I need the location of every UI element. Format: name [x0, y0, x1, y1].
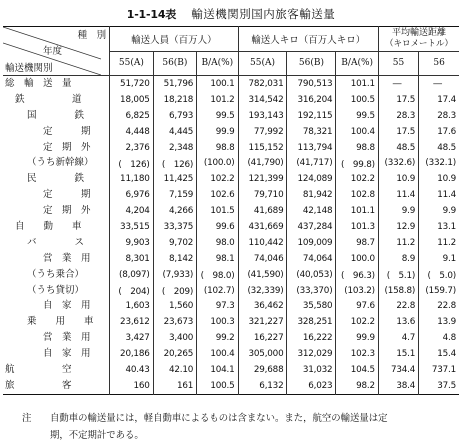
cell-value: 101.3 — [336, 219, 378, 235]
cell-value: 18,218 — [153, 92, 197, 108]
cell-value: 51,796 — [153, 76, 197, 92]
cell-value: (332.1) — [419, 155, 459, 171]
cell-value: (32,339) — [238, 283, 287, 299]
cell-value: 17.5 — [378, 92, 418, 108]
header-avg-distance-main: 平均輸送距離 — [391, 27, 446, 38]
table-row — [3, 346, 459, 362]
footnote-text-2: 期，不定期計である。 — [50, 430, 144, 441]
cell-value: ( 209) — [153, 283, 197, 299]
cell-value: 74,064 — [287, 251, 336, 267]
row-label — [3, 267, 110, 283]
cell-value: 17.4 — [419, 92, 459, 108]
table-row — [3, 108, 459, 124]
cell-value: 13.6 — [378, 314, 418, 330]
row-label — [3, 314, 110, 330]
cell-value: 3,427 — [110, 330, 154, 346]
cell-value: 77,992 — [238, 124, 287, 140]
cell-value: 10.9 — [378, 171, 418, 187]
cell-value: (100.0) — [197, 155, 238, 171]
cell-value: 98.8 — [197, 140, 238, 156]
row-label-text: 乗 用 車 — [27, 316, 94, 328]
row-label — [3, 92, 110, 108]
header-avg-distance — [378, 27, 459, 52]
cell-value: ( 99.8) — [336, 155, 378, 171]
row-label — [3, 140, 110, 156]
cell-value: ( 204) — [110, 283, 154, 299]
cell-value: 790,513 — [287, 76, 336, 92]
row-label — [3, 378, 110, 394]
table-title-text: 輸送機関別国内旅客輸送量 — [191, 7, 336, 21]
cell-value: 3,400 — [153, 330, 197, 346]
cell-value: 121,399 — [238, 171, 287, 187]
row-label-text: 自 家 用 — [43, 348, 91, 360]
row-label — [3, 251, 110, 267]
row-label-text: 定 期 — [43, 189, 91, 201]
footnote-line-1 — [22, 410, 452, 427]
table-row — [3, 235, 459, 251]
cell-value: 160 — [110, 378, 154, 394]
cell-value: ― — [378, 76, 418, 92]
row-label-text: 自 動 車 — [15, 221, 82, 233]
row-label — [3, 235, 110, 251]
cell-value: 100.1 — [197, 76, 238, 92]
cell-value: 104.1 — [197, 362, 238, 378]
cell-value: 48.5 — [378, 140, 418, 156]
cell-value: 9.9 — [419, 203, 459, 219]
cell-value: ( 98.0) — [197, 267, 238, 283]
cell-value: 734.4 — [378, 362, 418, 378]
cell-value: 314,542 — [238, 92, 287, 108]
cell-value: 98.1 — [197, 251, 238, 267]
cell-value: 4,445 — [153, 124, 197, 140]
cell-value: 6,023 — [287, 378, 336, 394]
cell-value: 11.4 — [378, 187, 418, 203]
cell-value: 101.1 — [336, 203, 378, 219]
table-row — [3, 314, 459, 330]
cell-value: 9,903 — [110, 235, 154, 251]
cell-value: 102.2 — [336, 314, 378, 330]
col-55a: 55(A) — [110, 51, 154, 76]
cell-value: 36,462 — [238, 298, 287, 314]
cell-value: 99.5 — [336, 108, 378, 124]
row-label-text: 航 空 — [5, 364, 72, 376]
cell-value: 9.9 — [378, 203, 418, 219]
row-label-text: バ ス — [27, 236, 85, 248]
table-row — [3, 267, 459, 283]
cell-value: 6,132 — [238, 378, 287, 394]
cell-value: 99.9 — [197, 124, 238, 140]
cell-value: 7,159 — [153, 187, 197, 203]
cell-value: 102.3 — [336, 346, 378, 362]
footnote-text-1: 自動車の輸送量には，軽自動車によるものは含まない。また，航空の輸送量は定 — [50, 413, 388, 424]
cell-value: 28.3 — [378, 108, 418, 124]
cell-value: (332.6) — [378, 155, 418, 171]
row-label — [3, 124, 110, 140]
cell-value: 102.2 — [336, 171, 378, 187]
cell-value: 35,580 — [287, 298, 336, 314]
row-label-text: （うち貸切） — [27, 284, 85, 296]
cell-value: 13.9 — [419, 314, 459, 330]
cell-value: 33,515 — [110, 219, 154, 235]
corner-year: 年度 — [43, 46, 63, 57]
row-label-text: 国 鉄 — [27, 109, 85, 121]
cell-value: 99.5 — [197, 108, 238, 124]
cell-value: 23,673 — [153, 314, 197, 330]
cell-value: 115,152 — [238, 140, 287, 156]
cell-value: ( 96.3) — [336, 267, 378, 283]
cell-value: 81,942 — [287, 187, 336, 203]
row-label-text: 営 業 用 — [43, 252, 91, 264]
cell-value: 11.2 — [378, 235, 418, 251]
table-row — [3, 378, 459, 394]
cell-value: 437,284 — [287, 219, 336, 235]
cell-value: 124,089 — [287, 171, 336, 187]
cell-value: 42.10 — [153, 362, 197, 378]
cell-value: 192,115 — [287, 108, 336, 124]
cell-value: 17.5 — [378, 124, 418, 140]
row-label-text: 旅 客 — [5, 379, 72, 391]
row-label — [3, 346, 110, 362]
row-label — [3, 171, 110, 187]
cell-value: 23,612 — [110, 314, 154, 330]
cell-value: 11.2 — [419, 235, 459, 251]
cell-value: 11.4 — [419, 187, 459, 203]
header-passenger-km: 輸送人キロ（百万人キロ） — [238, 27, 378, 52]
col-56b-km: 56(B) — [287, 51, 336, 76]
cell-value: 99.6 — [197, 219, 238, 235]
row-label — [3, 362, 110, 378]
table-row — [3, 155, 459, 171]
cell-value: 2,348 — [153, 140, 197, 156]
cell-value: 110,442 — [238, 235, 287, 251]
cell-value: 15.1 — [378, 346, 418, 362]
cell-value: 37.5 — [419, 378, 459, 394]
cell-value: 98.7 — [336, 235, 378, 251]
cell-value: 102.6 — [197, 187, 238, 203]
cell-value: 99.9 — [336, 330, 378, 346]
cell-value: ( 5.0) — [419, 267, 459, 283]
row-label-text: 定 期 — [43, 125, 91, 137]
table-row — [3, 76, 459, 92]
cell-value: 33,375 — [153, 219, 197, 235]
cell-value: (8,097) — [110, 267, 154, 283]
cell-value: ( 5.1) — [378, 267, 418, 283]
cell-value: 12.9 — [378, 219, 418, 235]
row-label — [3, 283, 110, 299]
col-ratio-km: B/A(%) — [336, 51, 378, 76]
table-number: 1-1-14表 — [126, 8, 177, 21]
cell-value: 321,227 — [238, 314, 287, 330]
table-row — [3, 283, 459, 299]
row-label-text: 民 鉄 — [27, 173, 85, 185]
cell-value: 102.2 — [197, 171, 238, 187]
row-label-text: 定 期 外 — [43, 141, 91, 153]
cell-value: 20,265 — [153, 346, 197, 362]
table-row — [3, 219, 459, 235]
cell-value: 113,794 — [287, 140, 336, 156]
cell-value: 13.1 — [419, 219, 459, 235]
cell-value: (103.2) — [336, 283, 378, 299]
table-row — [3, 171, 459, 187]
cell-value: 16,222 — [287, 330, 336, 346]
cell-value: 312,029 — [287, 346, 336, 362]
row-label-text: 総 輸 送 量 — [5, 78, 72, 89]
cell-value: 316,204 — [287, 92, 336, 108]
row-label — [3, 155, 110, 171]
cell-value: 78,321 — [287, 124, 336, 140]
cell-value: 18,005 — [110, 92, 154, 108]
cell-value: 79,710 — [238, 187, 287, 203]
cell-value: 1,603 — [110, 298, 154, 314]
cell-value: 22.8 — [419, 298, 459, 314]
cell-value: 41,689 — [238, 203, 287, 219]
cell-value: 38.4 — [378, 378, 418, 394]
cell-value: 11,425 — [153, 171, 197, 187]
header-passengers: 輸送人員（百万人） — [110, 27, 238, 52]
footnote-line-2 — [22, 427, 452, 444]
cell-value: 101.2 — [197, 92, 238, 108]
cell-value: 782,031 — [238, 76, 287, 92]
cell-value: 4.7 — [378, 330, 418, 346]
table-row — [3, 251, 459, 267]
cell-value: 4,266 — [153, 203, 197, 219]
cell-value: 193,143 — [238, 108, 287, 124]
cell-value: 431,669 — [238, 219, 287, 235]
cell-value: 40.43 — [110, 362, 154, 378]
cell-value: (41,717) — [287, 155, 336, 171]
cell-value: 17.6 — [419, 124, 459, 140]
row-label-text: 自 家 用 — [43, 300, 91, 312]
cell-value: 97.3 — [197, 298, 238, 314]
cell-value: 104.5 — [336, 362, 378, 378]
cell-value: 28.3 — [419, 108, 459, 124]
corner-mode: 輸送機関別 — [5, 63, 53, 74]
corner-cell — [3, 27, 110, 76]
cell-value: 98.2 — [336, 378, 378, 394]
cell-value: (41,790) — [238, 155, 287, 171]
cell-value: 1,560 — [153, 298, 197, 314]
row-label-text: 定 期 外 — [43, 205, 91, 217]
cell-value: 100.5 — [336, 92, 378, 108]
row-label — [3, 330, 110, 346]
cell-value: (159.7) — [419, 283, 459, 299]
cell-value: 101.1 — [336, 76, 378, 92]
cell-value: 8,301 — [110, 251, 154, 267]
cell-value: 11,180 — [110, 171, 154, 187]
cell-value: 29,688 — [238, 362, 287, 378]
cell-value: ― — [419, 76, 459, 92]
cell-value: 42,148 — [287, 203, 336, 219]
row-label-text: 鉄 道 — [15, 93, 82, 105]
cell-value: 15.4 — [419, 346, 459, 362]
cell-value: 100.4 — [197, 346, 238, 362]
footnote-mark: 注 — [22, 413, 32, 424]
row-label — [3, 108, 110, 124]
table-row — [3, 362, 459, 378]
cell-value: 4.8 — [419, 330, 459, 346]
cell-value: 109,009 — [287, 235, 336, 251]
cell-value: 31,032 — [287, 362, 336, 378]
header-row-1 — [3, 27, 459, 52]
cell-value: 100.0 — [336, 251, 378, 267]
col-dist-55: 55 — [378, 51, 418, 76]
cell-value: 8,142 — [153, 251, 197, 267]
row-label — [3, 298, 110, 314]
cell-value: 74,046 — [238, 251, 287, 267]
cell-value: 328,251 — [287, 314, 336, 330]
cell-value: ( 126) — [153, 155, 197, 171]
header-avg-distance-unit: （キロメートル） — [384, 38, 453, 49]
cell-value: 97.6 — [336, 298, 378, 314]
table-row — [3, 298, 459, 314]
cell-value: 9.1 — [419, 251, 459, 267]
footnote — [22, 410, 452, 444]
table-row — [3, 140, 459, 156]
cell-value: 9,702 — [153, 235, 197, 251]
cell-value: 6,976 — [110, 187, 154, 203]
cell-value: 100.3 — [197, 314, 238, 330]
col-ratio: B/A(%) — [197, 51, 238, 76]
col-dist-56: 56 — [419, 51, 459, 76]
col-55a-km: 55(A) — [238, 51, 287, 76]
table-row — [3, 124, 459, 140]
cell-value: (40,053) — [287, 267, 336, 283]
cell-value: 20,186 — [110, 346, 154, 362]
row-label — [3, 76, 110, 92]
cell-value: 102.8 — [336, 187, 378, 203]
cell-value: 4,448 — [110, 124, 154, 140]
cell-value: 98.8 — [336, 140, 378, 156]
row-label — [3, 219, 110, 235]
cell-value: 737.1 — [419, 362, 459, 378]
cell-value: 161 — [153, 378, 197, 394]
table-row — [3, 330, 459, 346]
cell-value: 98.0 — [197, 235, 238, 251]
cell-value: 305,000 — [238, 346, 287, 362]
cell-value: 22.8 — [378, 298, 418, 314]
table-row — [3, 203, 459, 219]
row-label — [3, 187, 110, 203]
row-label-text: （うち新幹線） — [27, 157, 94, 169]
cell-value: (102.7) — [197, 283, 238, 299]
cell-value: (7,933) — [153, 267, 197, 283]
cell-value: 101.5 — [197, 203, 238, 219]
cell-value: 48.5 — [419, 140, 459, 156]
col-56b: 56(B) — [153, 51, 197, 76]
corner-type: 種 別 — [77, 30, 107, 41]
cell-value: 6,793 — [153, 108, 197, 124]
cell-value: 51,720 — [110, 76, 154, 92]
cell-value: (158.8) — [378, 283, 418, 299]
cell-value: 2,376 — [110, 140, 154, 156]
transport-table — [3, 26, 459, 395]
cell-value: 99.2 — [197, 330, 238, 346]
cell-value: 10.9 — [419, 171, 459, 187]
cell-value: ( 126) — [110, 155, 154, 171]
table-title — [0, 6, 462, 22]
cell-value: 8.9 — [378, 251, 418, 267]
cell-value: 16,227 — [238, 330, 287, 346]
cell-value: 6,825 — [110, 108, 154, 124]
row-label-text: 営 業 用 — [43, 332, 91, 344]
row-label-text: （うち乗合） — [27, 268, 85, 280]
row-label — [3, 203, 110, 219]
cell-value: (41,590) — [238, 267, 287, 283]
table-row — [3, 187, 459, 203]
table-row — [3, 92, 459, 108]
cell-value: 100.4 — [336, 124, 378, 140]
cell-value: 100.5 — [197, 378, 238, 394]
cell-value: (33,370) — [287, 283, 336, 299]
table-body — [3, 76, 459, 395]
cell-value: 4,204 — [110, 203, 154, 219]
